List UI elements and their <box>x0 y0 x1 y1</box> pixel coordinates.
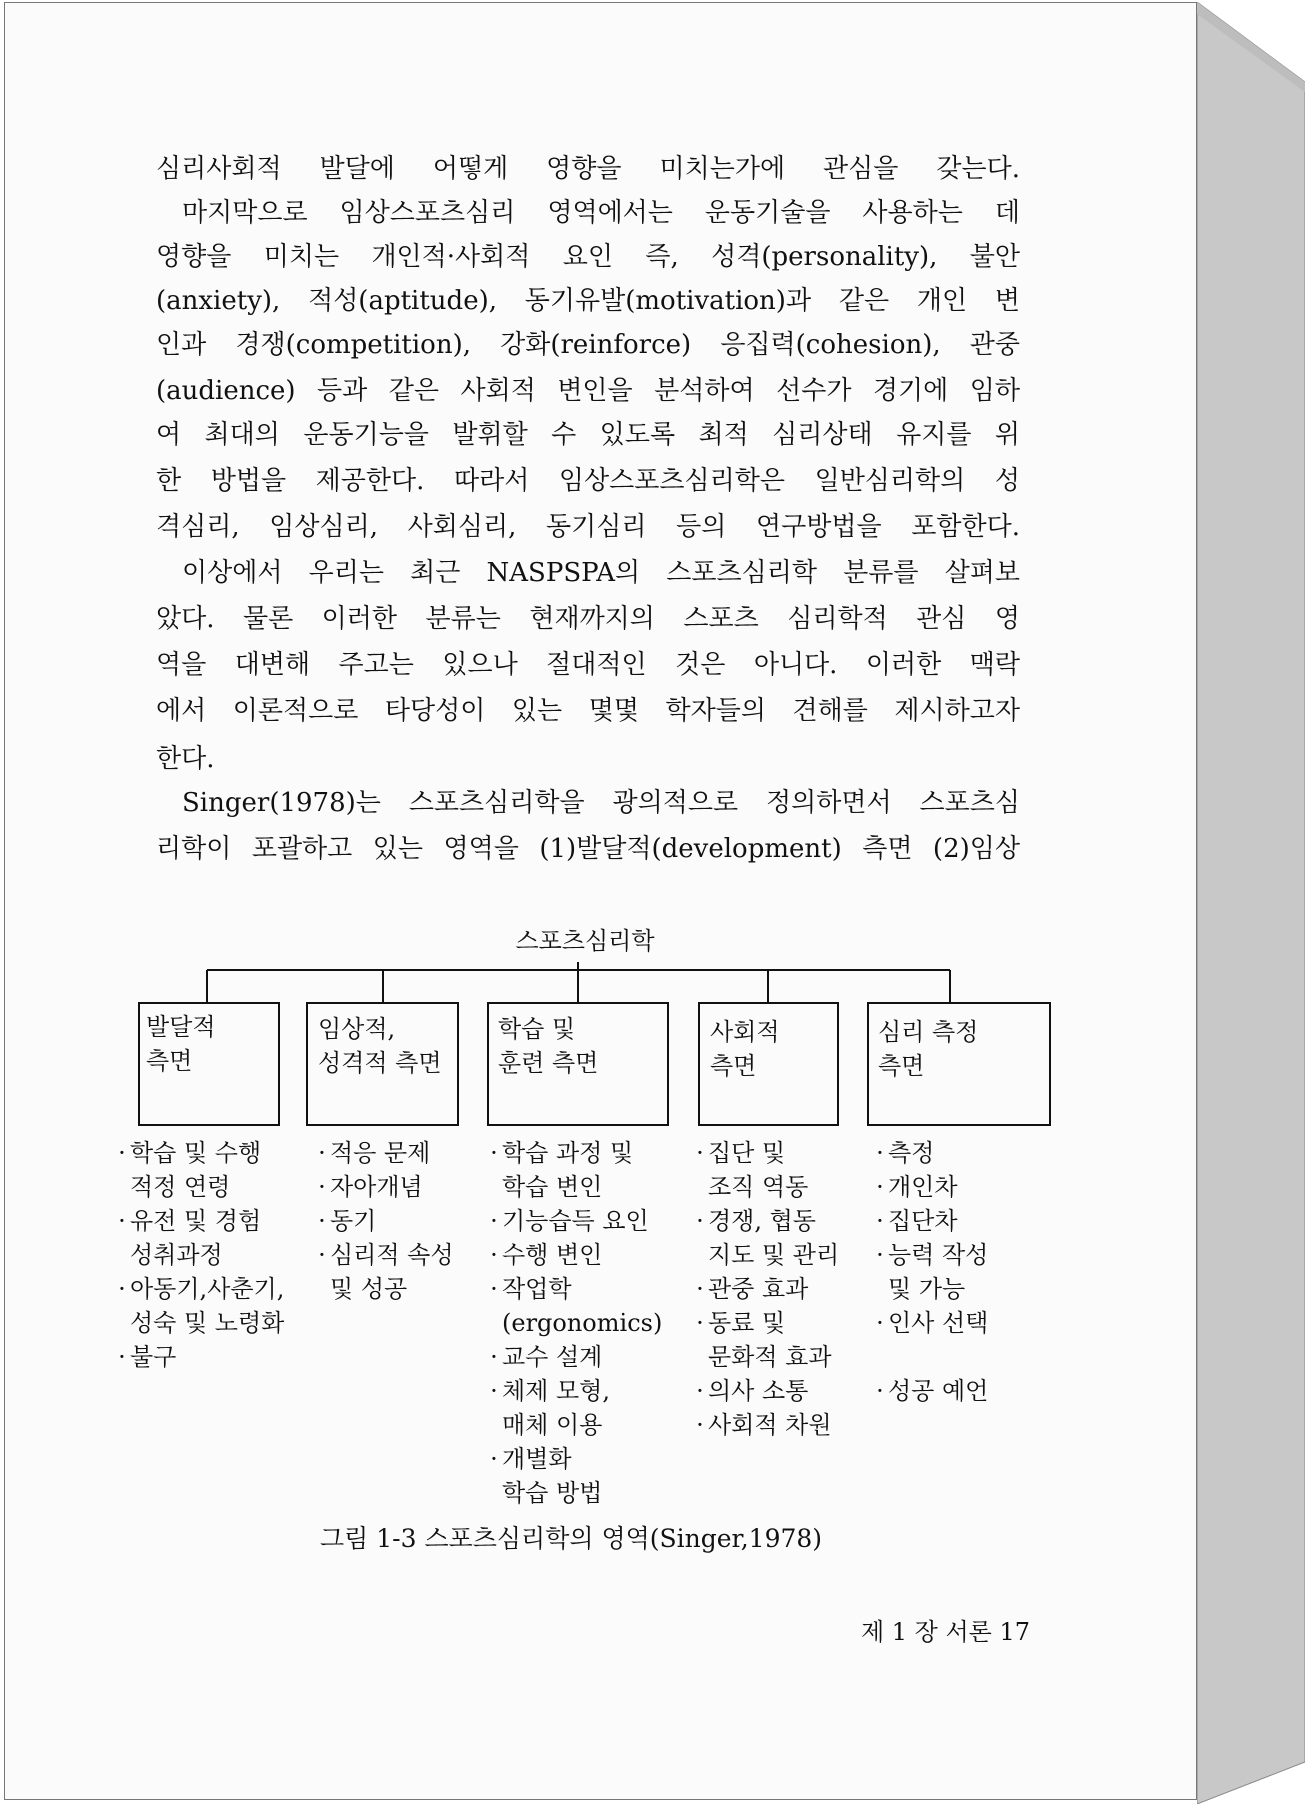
text-line: 인과 경쟁(competition), 강화(reinforce) 응집력(cohesion), 관중 <box>156 330 1020 360</box>
text-line: 여 최대의 운동기능을 발휘할 수 있도록 최적 심리상태 유지를 위 <box>156 420 1020 450</box>
bullet-list-social <box>692 1136 839 1442</box>
list-item: · 심리적 속성 및 성공 <box>318 1241 454 1303</box>
list-item: · 작업학 (ergonomics) <box>490 1275 663 1337</box>
list-item: · 의사 소통 <box>696 1377 809 1405</box>
list-item: · 개인차 <box>876 1173 958 1201</box>
text-line: 리학이 포괄하고 있는 영역을 (1)발달적(development) 측면 (2)임상 <box>156 834 1020 864</box>
list-item: · 성공 예언 <box>876 1377 989 1405</box>
list-item: · 관중 효과 <box>696 1275 809 1303</box>
text-line: 에서 이론적으로 타당성이 있는 몇몇 학자들의 견해를 제시하고자 <box>156 696 1020 726</box>
text-line: 이상에서 우리는 최근 NASPSPA의 스포츠심리학 분류를 살펴보 <box>182 558 1020 588</box>
text-line: Singer(1978)는 스포츠심리학을 광의적으로 정의하면서 스포츠심 <box>182 788 1020 818</box>
list-item: · 경쟁, 협동 지도 및 관리 <box>696 1207 840 1269</box>
category-label-3: 학습 및 훈련 측면 <box>498 1015 599 1077</box>
text-line: 았다. 물론 이러한 분류는 현재까지의 스포츠 심리학적 관심 영 <box>156 604 1020 634</box>
list-item: · 능력 작성 및 가능 <box>876 1241 989 1303</box>
list-item: · 유전 및 경험 성취과정 <box>118 1207 262 1269</box>
bullet-list-developmental <box>114 1136 284 1374</box>
list-item: · 집단차 <box>876 1207 958 1235</box>
list-item: · 체제 모형, 매체 이용 <box>490 1377 610 1439</box>
list-item: · 인사 선택 <box>876 1309 989 1337</box>
list-item: · 집단 및 조직 역동 <box>696 1139 809 1201</box>
category-label-2: 임상적, 성격적 측면 <box>318 1015 442 1077</box>
list-item: · 교수 설계 <box>490 1343 603 1371</box>
diagram-root-label: 스포츠심리학 <box>515 927 655 955</box>
book-edge-shading <box>1197 2 1305 1804</box>
text-line: 역을 대변해 주고는 있으나 절대적인 것은 아니다. 이러한 맥락 <box>156 650 1020 680</box>
category-label-4: 사회적 측면 <box>710 1018 780 1080</box>
list-item: · 측정 <box>876 1139 935 1167</box>
bullet-list-measurement <box>872 1136 988 1408</box>
category-label-5: 심리 측정 측면 <box>878 1018 979 1080</box>
text-line: 격심리, 임상심리, 사회심리, 동기심리 등의 연구방법을 포함한다. <box>156 512 1020 542</box>
list-item: · 수행 변인 <box>490 1241 603 1269</box>
list-item: · 학습 과정 및 학습 변인 <box>490 1139 634 1201</box>
figure-caption: 그림 1-3 스포츠심리학의 영역(Singer,1978) <box>320 1524 823 1553</box>
list-item: · 불구 <box>118 1343 177 1371</box>
text-line: 한다. <box>156 744 215 774</box>
bullet-list-clinical <box>314 1136 454 1306</box>
bullet-list-learning <box>486 1136 662 1510</box>
list-item: · 동료 및 문화적 효과 <box>696 1309 832 1371</box>
text-line: 심리사회적 발달에 어떻게 영향을 미치는가에 관심을 갖는다. <box>156 154 1020 184</box>
text-line: (audience) 등과 같은 사회적 변인을 분석하여 선수가 경기에 임하 <box>156 376 1020 406</box>
list-item: · 동기 <box>318 1207 377 1235</box>
text-line: 영향을 미치는 개인적·사회적 요인 즉, 성격(personality), 불안 <box>156 242 1020 272</box>
text-line: (anxiety), 적성(aptitude), 동기유발(motivation)과 같은 개인 변 <box>156 286 1020 316</box>
list-item: · 적응 문제 <box>318 1139 431 1167</box>
list-item: · 학습 및 수행 적정 연령 <box>118 1139 262 1201</box>
list-item: · 사회적 차원 <box>696 1411 832 1439</box>
list-item: · 기능습득 요인 <box>490 1207 649 1235</box>
page-footer: 제 1 장 서론 17 <box>860 1618 1030 1646</box>
text-line: 마지막으로 임상스포츠심리 영역에서는 운동기술을 사용하는 데 <box>182 198 1020 228</box>
category-label-1: 발달적 측면 <box>146 1013 216 1075</box>
text-line: 한 방법을 제공한다. 따라서 임상스포츠심리학은 일반심리학의 성 <box>156 466 1020 496</box>
list-item: · 자아개념 <box>318 1173 423 1201</box>
list-item: · 개별화 학습 방법 <box>490 1445 603 1507</box>
list-item: · 아동기,사춘기, 성숙 및 노령화 <box>118 1275 285 1337</box>
